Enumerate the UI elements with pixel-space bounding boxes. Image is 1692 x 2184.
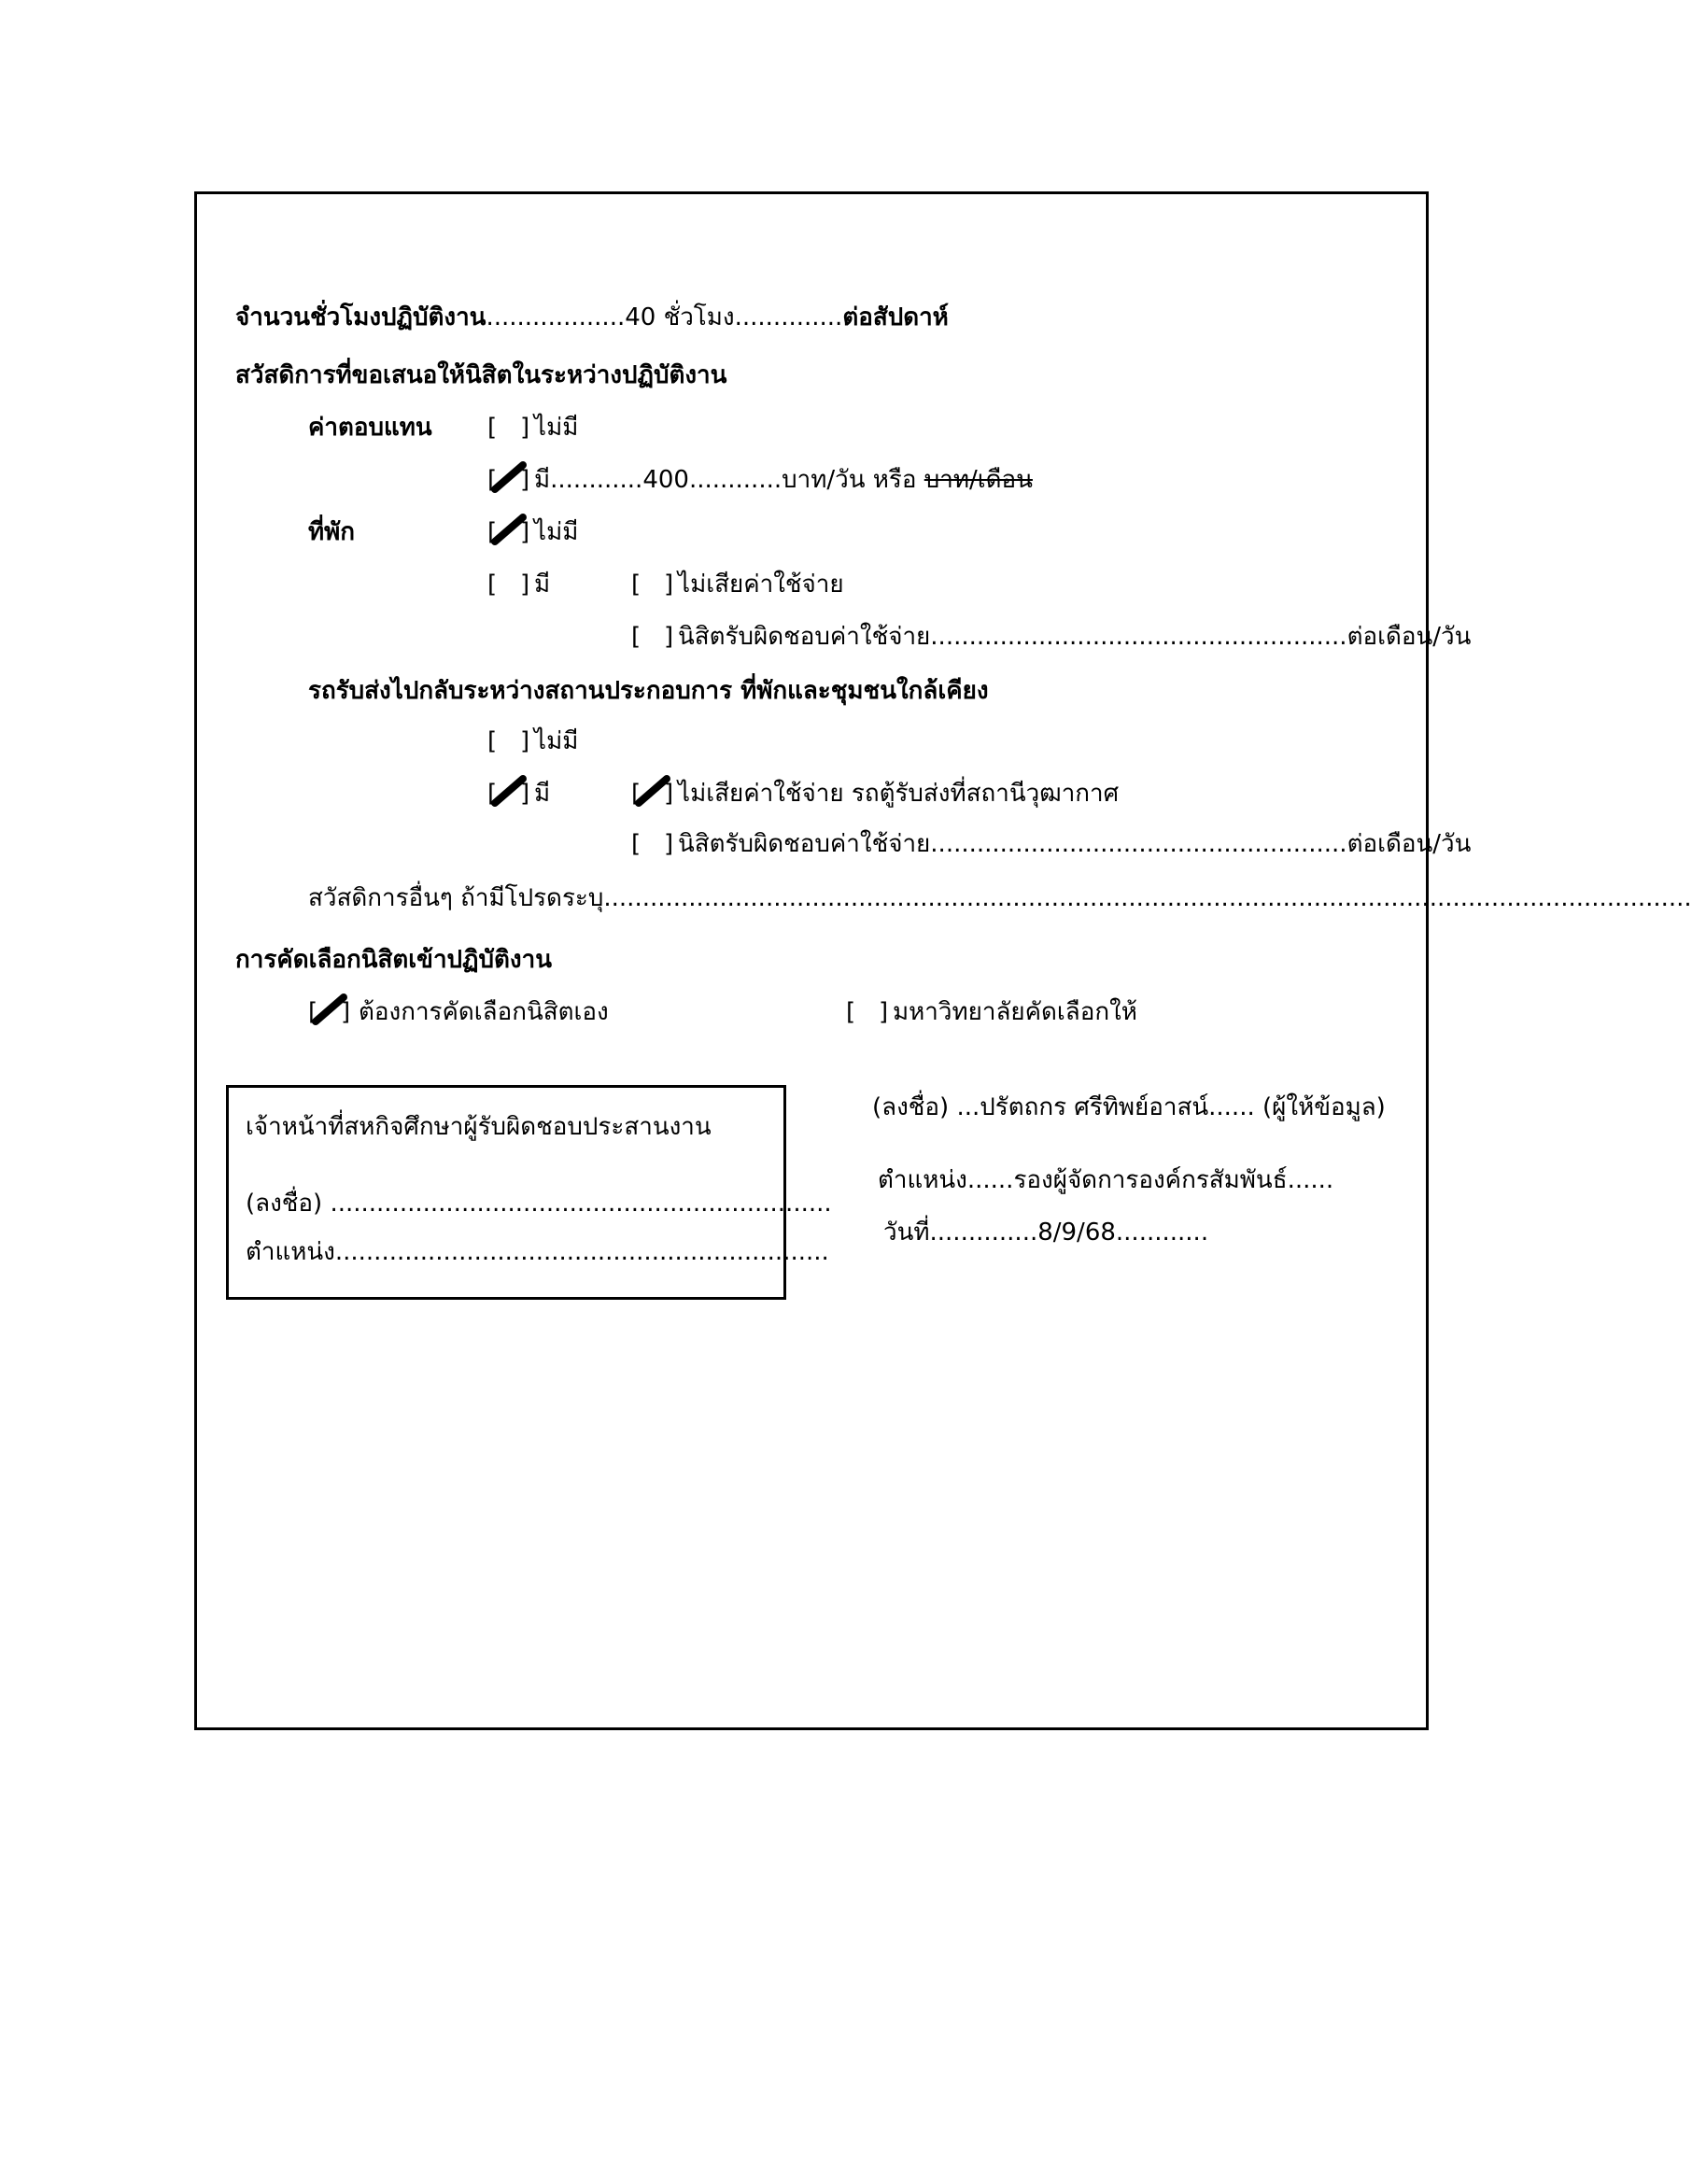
selection-self-label: ต้องการคัดเลือกนิสิตเอง — [359, 998, 609, 1026]
compensation-struck-option: บาท/เดือน — [924, 466, 1033, 494]
lodging-none-checkbox[interactable] — [487, 515, 530, 549]
bracket-open: [ — [487, 414, 498, 442]
officer-signature-box — [226, 1085, 832, 1300]
bracket-open: [ — [631, 571, 642, 599]
bracket-close: ] — [340, 998, 351, 1026]
check-mark-icon — [491, 458, 529, 495]
bracket-open: [ — [487, 727, 498, 755]
officer-sign-line[interactable]: (ลงชื่อ) ................................................................. — [246, 1190, 832, 1218]
transport-free-label: ไม่เสียค่าใช้จ่าย รถตู้รับส่งที่สถานีวุฒากาศ — [678, 780, 1120, 808]
hours-unit: ต่อสัปดาห์ — [842, 303, 949, 331]
bracket-close: ] — [663, 780, 674, 808]
bracket-open: [ — [631, 623, 642, 651]
transport-paid-checkbox[interactable] — [631, 827, 674, 861]
lodging-yes-checkbox[interactable] — [487, 568, 530, 601]
lodging-paid-label: นิสิตรับผิดชอบค่าใช้จ่าย......................................................ต่อเดือน/วัน — [678, 623, 1472, 651]
selection-self-checkbox[interactable] — [308, 995, 351, 1029]
hours-value: ..................40 ชั่วโมง.............. — [486, 303, 843, 331]
transport-none-label: ไม่มี — [534, 727, 579, 755]
selection-university-label: มหาวิทยาลัยคัดเลือกให้ — [893, 998, 1137, 1026]
lodging-yes-label: มี — [534, 571, 551, 599]
bracket-open: [ — [631, 830, 642, 858]
lodging-none-label: ไม่มี — [534, 518, 579, 546]
compensation-yes-checkbox[interactable] — [487, 463, 530, 497]
officer-box-title: เจ้าหน้าที่สหกิจศึกษาผู้รับผิดชอบประสานงาน — [246, 1113, 712, 1141]
bracket-open: [ — [487, 780, 498, 808]
compensation-none-checkbox[interactable] — [487, 411, 530, 444]
bracket-open: [ — [487, 571, 498, 599]
bracket-close: ] — [663, 623, 674, 651]
compensation-yes-label: มี............400............บาท/วัน หรือ — [534, 466, 917, 494]
bracket-open: [ — [308, 998, 318, 1026]
bracket-close: ] — [519, 466, 530, 494]
selection-heading: การคัดเลือกนิสิตเข้าปฏิบัติงาน — [235, 946, 552, 974]
informant-sign-line: (ลงชื่อ) ...ปรัตถกร ศรีทิพย์อาสน์...... (ผู้ให้ข้อมูล) — [872, 1093, 1386, 1121]
bracket-open: [ — [631, 780, 642, 808]
bracket-close: ] — [519, 414, 530, 442]
bracket-open: [ — [487, 518, 498, 546]
check-mark-icon — [312, 990, 349, 1027]
compensation-none-label: ไม่มี — [534, 414, 579, 442]
transport-none-checkbox[interactable] — [487, 725, 530, 758]
informant-position-line: ตำแหน่ง......รองผู้จัดการองค์กรสัมพันธ์...... — [878, 1166, 1334, 1194]
bracket-close: ] — [663, 830, 674, 858]
bracket-open: [ — [487, 466, 498, 494]
transport-paid-label: นิสิตรับผิดชอบค่าใช้จ่าย......................................................ต่อเดือน/วัน — [678, 830, 1472, 858]
check-mark-icon — [635, 771, 672, 809]
lodging-free-checkbox[interactable] — [631, 568, 674, 601]
lodging-label: ที่พัก — [308, 518, 356, 546]
other-welfare-line: สวัสดิการอื่นๆ ถ้ามีโปรดระบุ............................................................................................................................................. — [308, 884, 1692, 912]
informant-date-line: วันที่..............8/9/68............ — [883, 1219, 1209, 1247]
compensation-label: ค่าตอบแทน — [308, 414, 432, 442]
compensation-yes-line — [534, 463, 1033, 497]
transport-free-checkbox[interactable] — [631, 777, 674, 810]
welfare-heading: สวัสดิการที่ขอเสนอให้นิสิตในระหว่างปฏิบัติงาน — [235, 361, 727, 389]
hours-label: จำนวนชั่วโมงปฏิบัติงาน — [235, 303, 486, 331]
check-mark-icon — [491, 771, 529, 809]
bracket-close: ] — [519, 727, 530, 755]
bracket-open: [ — [846, 998, 856, 1026]
bracket-close: ] — [519, 571, 530, 599]
check-mark-icon — [491, 510, 529, 547]
selection-university-checkbox[interactable] — [846, 995, 889, 1029]
bracket-close: ] — [663, 571, 674, 599]
lodging-free-label: ไม่เสียค่าใช้จ่าย — [678, 571, 844, 599]
bracket-close: ] — [519, 518, 530, 546]
hours-line — [235, 301, 949, 334]
transport-yes-label: มี — [534, 780, 551, 808]
lodging-paid-checkbox[interactable] — [631, 620, 674, 654]
transport-yes-checkbox[interactable] — [487, 777, 530, 810]
bracket-close: ] — [519, 780, 530, 808]
transport-label: รถรับส่งไปกลับระหว่างสถานประกอบการ ที่พักและชุมชนใกล้เคียง — [308, 677, 989, 705]
officer-position-line[interactable]: ตำแหน่ง................................................................ — [246, 1238, 829, 1266]
bracket-close: ] — [878, 998, 889, 1026]
